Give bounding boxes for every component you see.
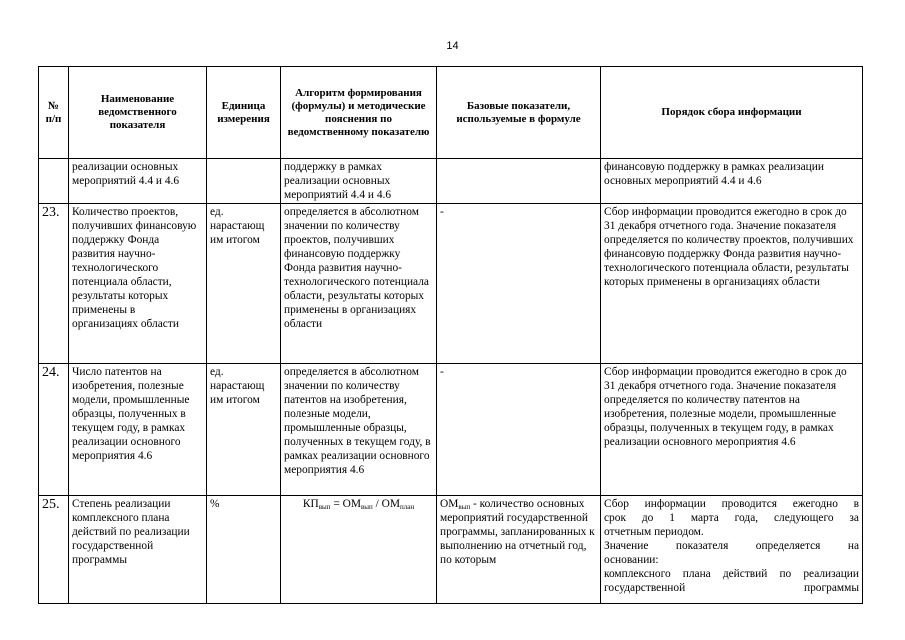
procedure-line: Сбор информации проводится ежегодно в	[604, 498, 859, 510]
table-row	[39, 204, 863, 364]
header-number: № п/п	[39, 67, 69, 159]
cell-base-indicators: -	[437, 204, 601, 364]
formula-equals: =	[333, 498, 340, 510]
procedure-line: Значение показателя определяется на	[604, 540, 859, 552]
table-row-continuation	[39, 159, 863, 204]
header-collection-procedure: Порядок сбора информации	[601, 67, 863, 159]
cell-collection-procedure: финансовую поддержку в рамках реализации основных мероприятий 4.4 и 4.6	[601, 159, 863, 204]
header-unit: Единица измерения	[207, 67, 281, 159]
cell-unit: ед. нарастающ им итогом	[207, 204, 281, 364]
cell-algorithm: поддержку в рамках реализации основных мероприятий 4.4 и 4.6	[281, 159, 437, 204]
cell-base-indicators: -	[437, 364, 601, 496]
base-om-subscript: вып	[458, 503, 471, 511]
cell-formula	[281, 496, 437, 604]
cell-collection-procedure	[601, 496, 863, 604]
procedure-line: комплексного плана действий по реализации	[604, 568, 859, 580]
cell-unit	[207, 159, 281, 204]
formula-kp-subscript: вып	[318, 503, 331, 511]
header-base-indicators: Базовые показатели, используемые в формуле	[437, 67, 601, 159]
cell-unit: %	[207, 496, 281, 604]
procedure-line: отчетным периодом.	[604, 526, 704, 538]
formula-om-done: ОМ	[342, 498, 361, 510]
header-indicator-name: Наименование ведомственного показателя	[69, 67, 207, 159]
cell-indicator-name: Число патентов на изобретения, полезные модели, промышленные образцы, полученных в текущем году, в рамках реализации основного мероприятия 4.6	[69, 364, 207, 496]
cell-number: 23.	[39, 204, 69, 364]
cell-unit: ед. нарастающ им итогом	[207, 364, 281, 496]
cell-base-indicators	[437, 496, 601, 604]
formula-om-done-subscript: вып	[361, 503, 373, 511]
cell-base-indicators	[437, 159, 601, 204]
procedure-line: срок до 1 марта года, следующего за	[604, 512, 859, 524]
indicators-table	[38, 66, 863, 604]
formula-divide: /	[375, 498, 379, 510]
table-row	[39, 364, 863, 496]
table-row	[39, 496, 863, 604]
procedure-line: основании:	[604, 554, 659, 566]
cell-indicator-name: реализации основных мероприятий 4.4 и 4.6	[69, 159, 207, 204]
formula-kp: КП	[302, 498, 319, 510]
base-om: ОМ	[440, 498, 459, 510]
cell-algorithm: определяется в абсолютном значении по количеству патентов на изобретения, полезные модели, промышленные образцы, полученных в текущем году, в рамках реализации основного мероприятия 4.6	[281, 364, 437, 496]
cell-algorithm: определяется в абсолютном значении по количеству проектов, получивших финансовую поддержку Фонда развития научно-технологического потенциала области, результаты которых применены в организациях области	[281, 204, 437, 364]
page-number: 14	[446, 40, 459, 52]
cell-number: 25.	[39, 496, 69, 604]
cell-indicator-name: Степень реализации комплексного плана действий по реализации государственной программы	[69, 496, 207, 604]
base-description: - количество основных мероприятий государственной программы, запланированных к выполнению на отчетный год, по которым	[440, 498, 595, 566]
formula-om-plan-subscript: план	[400, 503, 415, 511]
table-header-row	[39, 67, 863, 159]
cell-indicator-name: Количество проектов, получивших финансовую поддержку Фонда развития научно-технологического потенциала области, результаты которых применены в организациях области	[69, 204, 207, 364]
cell-number	[39, 159, 69, 204]
cell-collection-procedure: Сбор информации проводится ежегодно в срок до 31 декабря отчетного года. Значение показателя определяется по количеству патентов на изобретения, полезные модели, промышленные образцы, полученных в текущем году, в рамках реализации основного мероприятия 4.6	[601, 364, 863, 496]
header-algorithm: Алгоритм формирования (формулы) и методические пояснения по ведомственному показателю	[281, 67, 437, 159]
cell-number: 24.	[39, 364, 69, 496]
cell-collection-procedure: Сбор информации проводится ежегодно в срок до 31 декабря отчетного года. Значение показателя определяется по количеству проектов, получивших финансовую поддержку Фонда развития научно-технологического потенциала области, результаты которых применены в организациях области	[601, 204, 863, 364]
procedure-line: государственной программы	[604, 582, 859, 594]
formula-om-plan: ОМ	[381, 498, 401, 510]
